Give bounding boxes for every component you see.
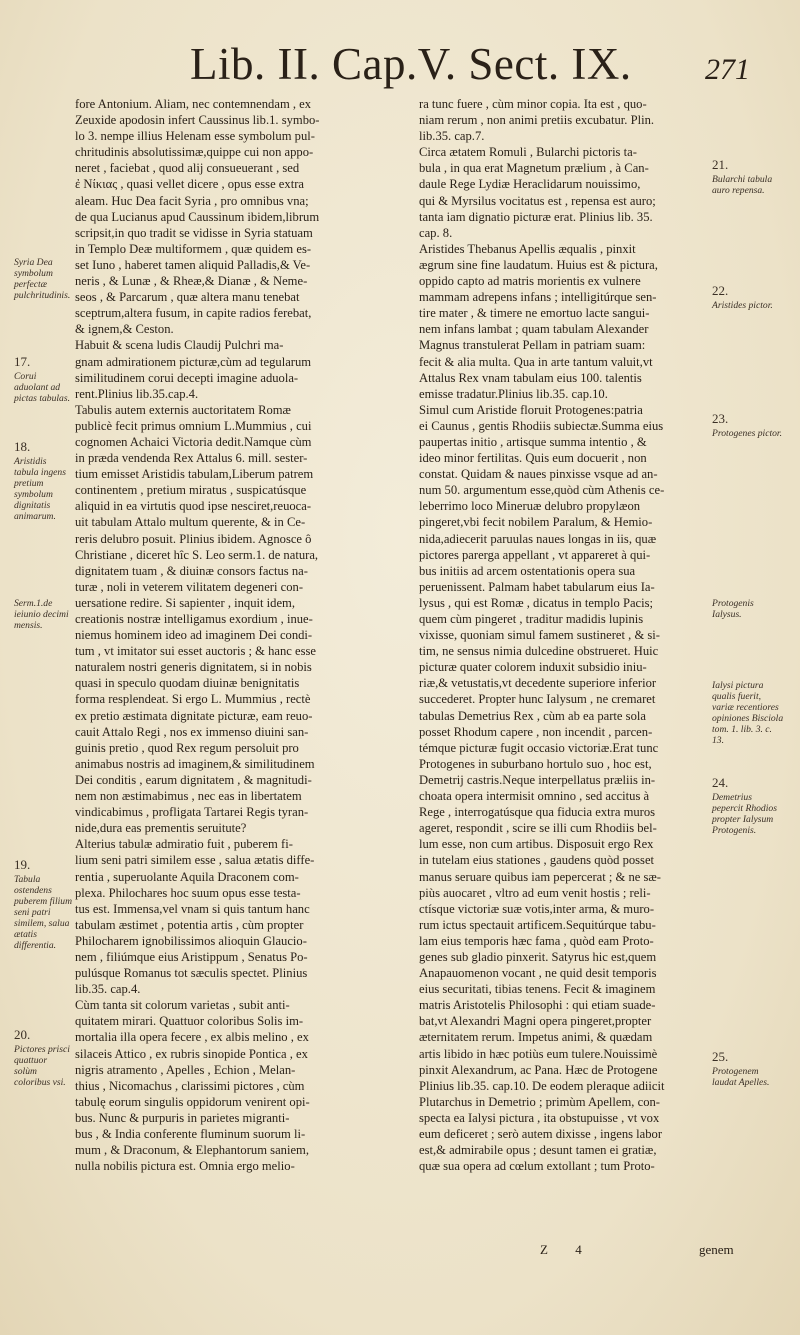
text-line: sceptrum,altera fusum, in capite radios ferebat, [75,306,312,321]
margin-note-text: Serm.1.de ieiunio decimi mensis. [14,598,69,631]
text-line: continentem , pretium miratus , suspicatúsque [75,483,307,498]
text-line: quæ sua opera ad cœlum extollant ; tum Proto- [419,1159,655,1174]
text-line: Habuit & scena ludis Claudij Pulchri ma- [75,338,284,353]
left-margin-note [14,858,72,951]
text-line: vindicabimus , profligata Tartarei Regis tyran- [75,805,309,820]
text-line: pingeret,vbi fecit nobilem Paralum, & Hemio- [419,515,653,530]
text-line: peruenissent. Palmam habet tabularum eius Ia- [419,579,655,594]
text-line: tim, ne sensus nimia dulcedine obstrueret. Huic [419,644,659,659]
margin-note-text: Tabula ostendens puberem filium seni patri similem, salua ætatis differentia. [14,874,72,951]
text-line: Alterius tabulæ admiratio fuit , puberem fi- [75,837,293,852]
text-line: matris Aristotelis Philosophi : qui etiam suade- [419,998,656,1013]
text-line: oppido capto ad matris morientis ex vulnere [419,274,641,289]
right-text-column [419,96,707,1174]
text-line: Attalus Rex vnam tabulam eius 100. talentis [419,370,642,385]
text-line: picturæ quater colorem induxit subsidio iniu- [419,660,647,675]
text-line: Anapauomenon vocant , ne quid desit temporis [419,966,657,981]
text-line: fore Antonium. Aliam, nec contemnendam , ex [75,97,312,111]
text-line: constat. Quidam & naues pinxisse vsque ad an- [419,467,658,482]
text-line: nem , filiúmque eius Aristippum , Senatus Po- [75,949,308,964]
text-line: bus , & India conferente fluminum suorum li- [75,1127,306,1141]
text-line: nem non æstimabimus , nec eas in libertatem [75,789,302,804]
text-line: lib.35. cap.7. [419,129,485,144]
text-line: nide,dura eas prementis seruitute? [75,821,247,836]
margin-note-number: 23. [712,411,729,426]
text-line: creationis nostræ intelligamus exordium , inue- [75,612,313,626]
left-margin-note [14,440,72,522]
text-line: niam rerum , non animi pretiis excubatur. Plin. [419,113,655,128]
text-line: reris delubro posuit. Plinius ibidem. Agnosce ô [75,531,312,546]
text-line: tus est. Immensa,vel vnam si quis tantum hanc [75,901,310,916]
text-line: ἐ Νίκιας , quasi vellet dicere , opus esse extra [75,177,304,192]
margin-note-text: Syria Dea symbolum perfectæ pulchritudinis. [14,257,71,301]
text-line: rum ictus spectauit artificem.Sequitúrque tabu- [419,917,656,932]
text-line: bula , in qua erat Magnetum prælium , à Can- [419,161,649,176]
text-line: naturalem nostri generis dignitatem, si in nobis [75,660,312,675]
text-line: lysus , qui est Romæ , dicatus in templo Pacis; [419,595,654,610]
text-line: quasi in speculo quodam diuinæ benignitatis [75,676,300,691]
margin-note-number: 21. [712,157,729,172]
text-line: tabulam æstimet , potentia artis , cùm propter [75,917,304,932]
text-line: scripsit,in quo tradit se vidisse in Syria statuam [75,225,313,240]
margin-note-number: 20. [14,1027,31,1042]
text-line: mortalia illa opera fecere , ex albis melino , ex [75,1030,309,1045]
text-line: ra tunc fuere , cùm minor copia. Ita est , quo- [419,97,647,111]
text-line: similitudinem corui decepti imagine aduola- [75,370,299,385]
text-line: fecit & alia multa. Qua in arte tantum valuit,vt [419,354,653,369]
text-line: genes sub gladio pinxerit. Satyrus hic est,quem [419,949,657,964]
text-line: dignitatem tuam , & diuinæ consors factus na- [75,563,308,578]
text-line: uersatione redire. Si sapienter , inquit idem, [75,595,295,610]
text-line: Philocharem ignobilissimos alioquin Glaucio- [75,933,307,948]
text-line: aleam. Huc Dea facit Syria , pro omnibus vna; [75,193,309,208]
text-line: plexa. Philochares hoc suum opus esse testa- [75,885,301,900]
running-head: Lib. II. Cap.V. Sect. IX. [190,39,632,89]
text-line: de qua Lucianus apud Caussinum ibidem,librum [75,209,320,224]
text-line: specta ea Ialysi pictura , ita obstupuisse , vt vox [419,1110,660,1125]
right-margin-note [712,598,784,620]
text-line: forma resplendeat. Si ergo L. Mummius , rectè [75,692,311,707]
text-line: niemus hominem ideo ad imaginem Dei condi- [75,628,313,643]
text-line: mum , & Draconum, & Elephantorum saniem, [75,1143,309,1158]
text-line: eum deficeret ; serò autem dixisse , ingens labor [419,1127,663,1141]
text-line: ægrum sine fine laudatum. Huius est & pictura, [419,257,658,272]
text-line: in Templo Deæ multiformem , quæ quidem es- [75,241,312,256]
text-line: Demetrij castris.Neque interpellatus præliis in- [419,772,656,787]
text-line: bat,vt Alexandri Magni opera pingeret,propter [419,1014,652,1029]
text-line: ageret, respondit , scire se illi cum Rhodiis bel- [419,821,657,836]
text-line: posset Rhodum capere , non incendit , parcen- [419,724,653,739]
text-line: ideo minor fertilitas. Quis eum docuerit , non [419,451,647,466]
right-margin-note [712,158,784,196]
text-line: neris , & Lunæ , & Rheæ,& Dianæ , & Neme- [75,274,308,289]
text-line: emisse tradatur.Plinius lib.35. cap.10. [419,386,608,401]
text-line: in tutelam eius stationes , gaudens quòd posset [419,853,655,868]
margin-note-text: Protogenes pictor. [712,428,782,439]
catchword: genem [698,1242,734,1257]
text-line: Plinius lib.35. cap.10. De eodem pleraque adiicit [419,1078,665,1093]
text-line: cognomen Achaici Victoria dedit.Namque cùm [75,434,312,449]
left-margin-note [14,355,72,404]
text-line: nem infans lambat ; quam tabulam Alexander [419,322,649,337]
right-margin-note [712,284,784,311]
text-line: témque picturæ fugit occasio victoriæ.Erat tunc [419,740,659,755]
left-text-column [75,96,410,1174]
text-line: gnam admirationem picturæ,cùm ad tegularum [75,354,312,369]
text-line: aliquid in ea virtutis quod ipse nesciret,reuoca- [75,499,312,514]
text-line: & ignem,& Ceston. [75,322,174,337]
text-line: tum , vt imitator sui esset auctoris ; & hanc esse [75,644,316,659]
text-line: lium seni patri similem esse , salua ætatis diffe- [75,853,315,868]
text-line: Plutarchus in Demetrio ; primùm Apellem, con- [419,1094,660,1109]
margin-note-number: 17. [14,354,31,369]
text-line: publicè fecit primus omnium L.Mummius , cui [75,418,312,433]
text-line: nida,adiecerit paruulas naues longas in iis, quæ [419,531,657,546]
text-line: ctísque victoriæ suæ votis,inter arma, & muro- [419,901,655,916]
text-line: silaceis Attico , ex rubris sinopide Pontica , ex [75,1046,308,1061]
text-line: ei Caunus , gentis Rhodiis subiectæ.Summa eius [419,418,664,433]
text-line: piùs auocaret , vltro ad eum venit hostis ; reli- [419,885,651,900]
text-line: choata opera intermisit omnino , sed accitus à [419,789,650,804]
text-line: uit tabulam Attalo multum querente, & in Ce- [75,515,306,530]
text-line: Rege , interrogatúsque qua fiducia extra muros [419,805,656,820]
margin-note-text: Aristides pictor. [712,300,773,311]
signature-mark: Z 4 [540,1242,582,1257]
text-line: riæ,& vetustatis,vt decedente superiore inferior [419,676,657,691]
text-line: qui & Myrsilus vocitatus est , repensa est auro; [419,193,656,208]
text-line: Christiane , diceret hîc S. Leo serm.1. de natura, [75,547,319,562]
margin-note-text: Protogenem laudat Apelles. [712,1066,770,1088]
text-line: nigris atramento , Apelles , Echion , Melan- [75,1062,296,1077]
margin-note-number: 25. [712,1049,729,1064]
text-line: turæ , noli in veterem vilitatem degeneri con- [75,579,304,594]
margin-note-text: Pictores prisci quattuor solùm coloribus vsi. [14,1044,70,1088]
page-footer [540,1242,740,1258]
text-line: cauit Attalo Regi , nos ex immenso diuini san- [75,724,309,739]
text-line: est,& admirabile opus ; desunt tamen ei gratiæ, [419,1143,657,1158]
text-line: tanta iam dignatio picturæ erat. Plinius lib. 35. [419,209,653,224]
text-line: rent.Plinius lib.35.cap.4. [75,386,199,401]
text-line: æternitatem rerum. Impetus animi, & quædam [419,1030,653,1045]
left-margin-note [14,255,72,301]
left-margin-note [14,596,72,631]
text-line: num 50. argumentum esse,quòd cùm Athenis ce- [419,483,665,498]
text-line: daule Rege Lydiæ Heraclidarum nouissimo, [419,177,641,192]
text-line: set Iuno , haberet tamen aliquid Palladis,& Ve- [75,257,311,272]
text-line: succederet. Propter hunc Ialysum , ne cremaret [419,692,656,707]
text-line: rentia , superuolante Aquila Draconem com- [75,869,299,884]
text-line: lam eius temporis hæc fama , quòd eam Proto- [419,933,654,948]
text-line: artis libido in hæc potiùs eum tulere.Nouissimè [419,1046,658,1061]
text-line: quitatem mirari. Quattuor coloribus Solis im- [75,1014,304,1029]
text-line: seos , & Parcarum , quæ altera manu tenebat [75,290,300,305]
right-margin-note [712,776,784,836]
text-line: Dei conditis , earum dignitatem , & magnitudi- [75,772,312,787]
text-line: manus seruare quibus iam pepercerat ; & ne sæ- [419,869,661,884]
right-margin-note [712,1050,784,1088]
left-margin-note [14,1028,72,1088]
text-line: nulla nobilis pictura est. Omnia ergo melio- [75,1159,295,1174]
text-line: bus. Nunc & purpuris in parietes migranti- [75,1110,290,1125]
text-line: cap. 8. [419,225,453,240]
margin-note-text: Aristidis tabula ingens pretium symbolum dignitatis animarum. [14,456,66,522]
text-line: leberrimo loco Mineruæ delubro propylæon [419,499,641,514]
right-margin-note [712,680,784,746]
text-line: lo 3. nempe illius Helenam esse symbolum pul- [75,129,315,144]
text-line: Circa ætatem Romuli , Bularchi pictoris ta- [419,145,637,160]
text-line: Protogenes in suburbano hortulo suo , hoc est, [419,756,652,771]
right-margin-note [712,412,784,439]
text-line: pictores parerga appellant , vt appareret à qui- [419,547,651,562]
text-line: lum esse, non cum artibus. Disposuit ergo Rex [419,837,654,852]
margin-note-text: Ialysi pictura qualis fuerit, variæ recentiores opiniones Bisciola tom. 1. lib. 3. c. 13. [712,680,784,746]
margin-note-number: 18. [14,439,31,454]
text-line: thius , Nicomachus , clarissimi pictores , cùm [75,1078,305,1093]
text-line: eius securitati, tibias tenens. Fecit & imaginem [419,982,656,997]
text-line: tium emisset Aristidis tabulam,Liberum patrem [75,467,314,482]
margin-note-text: Corui aduolant ad pictas tabulas. [14,371,70,404]
margin-note-text: Protogenis Ialysus. [712,598,754,620]
text-line: lib.35. cap.4. [75,982,141,997]
text-line: Tabulis autem externis auctoritatem Romæ [75,402,291,417]
text-line: tire mater , & timere ne emortuo lacte sangui- [419,306,650,321]
text-line: pinxit Alexandrum, ac Pana. Hæc de Protogene [419,1062,658,1077]
text-line: paupertas initio , artisque summa intentio , & [419,434,647,449]
margin-note-number: 22. [712,283,729,298]
page-header [190,38,750,90]
text-line: quem cùm pingeret , traditur madidis lupinis [419,612,644,626]
text-line: pulúsque Romanus tot sæculis spectet. Plinius [75,966,308,981]
text-line: guinis pretio , quod Rex regum persoluit pro [75,740,299,755]
text-line: bus initiis ad arcem ostentationis opera sua [419,563,636,578]
margin-note-number: 19. [14,857,31,872]
text-line: animabus nostris ad imaginem,& similitudinem [75,756,315,771]
text-line: tabulas Demetrius Rex , cùm ab ea parte sola [419,708,646,723]
text-line: Aristides Thebanus Apellis æqualis , pinxit [419,241,636,256]
text-line: ex pretio æstimata dignitate picturæ, eam reuo- [75,708,313,723]
page-number: 271 [705,53,750,86]
text-line: neret , faciebat , quod alij consueuerant , sed [75,161,300,176]
text-line: tabulę eorum singulis oppidorum venirent opi- [75,1094,310,1109]
text-line: chritudinis absolutissimæ,quippe cui non appo- [75,145,314,160]
margin-note-text: Bularchi tabula auro repensa. [712,174,773,196]
text-line: vixisse, quoniam simul famem sustineret , & si- [419,628,661,643]
text-line: Cùm tanta sit colorum varietas , subit anti- [75,998,290,1013]
text-line: mammam adrepens infans ; intelligitúrque sen- [419,290,657,305]
margin-note-text: Demetrius pepercit Rhodios propter Ialysum Protogenis. [712,792,777,836]
text-line: Zeuxide apodosin infert Caussinus lib.1. symbo- [75,113,320,128]
text-line: in præda vendenda Rex Attalus 6. mill. sester- [75,451,308,466]
text-line: Magnus transtulerat Pellam in patriam suam: [419,338,646,353]
text-line: Simul cum Aristide floruit Protogenes:patria [419,402,643,417]
margin-note-number: 24. [712,775,729,790]
